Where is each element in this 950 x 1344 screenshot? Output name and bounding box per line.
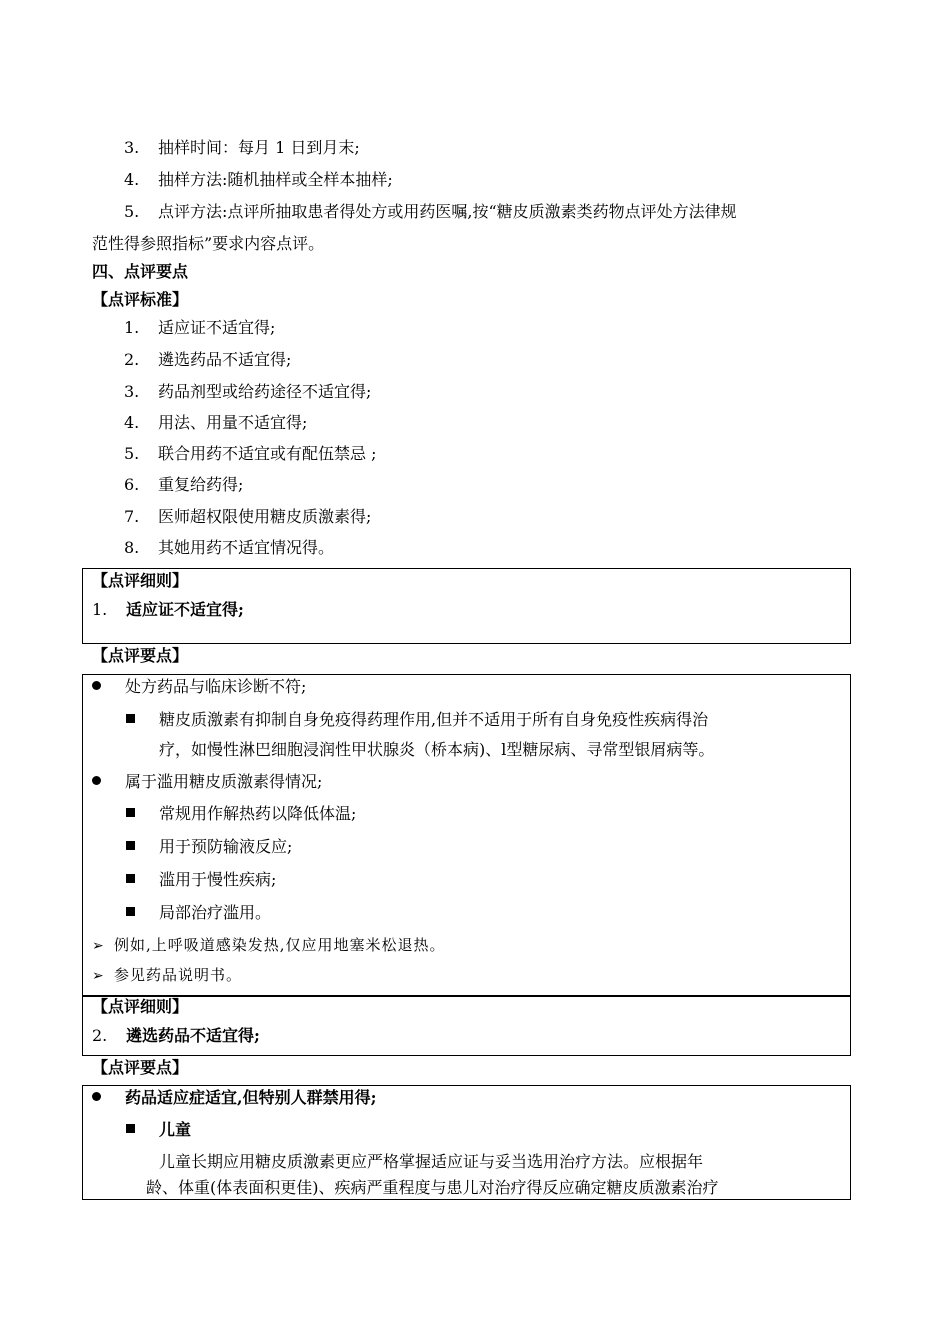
item-text: 抽样时间：每月 1 日到月末; xyxy=(158,138,360,157)
points-heading: 【点评要点】 xyxy=(92,1058,189,1077)
item-number: 1. xyxy=(92,600,108,619)
item-number: 2. xyxy=(124,350,140,369)
points-heading: 【点评要点】 xyxy=(92,646,189,665)
item-text: 遴选药品不适宜得; xyxy=(158,350,292,369)
item-number: 5. xyxy=(124,202,140,221)
arrow-item xyxy=(92,935,446,956)
item-text: 用法、用量不适宜得; xyxy=(158,413,308,432)
standard-item xyxy=(124,507,371,527)
sub-bullet-text: 滥用于慢性疾病; xyxy=(159,870,277,889)
item-text: 医师超权限使用糖皮质激素得; xyxy=(158,507,372,526)
sub-bullet-item xyxy=(126,870,276,890)
section-title: 四、点评要点 xyxy=(92,262,189,281)
arrow-right-icon: ➢ xyxy=(92,968,105,984)
sub-bullet-item xyxy=(126,837,292,857)
standard-item xyxy=(124,382,371,402)
arrow-item xyxy=(92,965,242,986)
item-number: 1. xyxy=(124,318,140,337)
sub-bullet-item xyxy=(126,710,708,730)
item-number: 8. xyxy=(124,538,140,557)
item-number: 3. xyxy=(124,138,140,157)
bullet-square-icon xyxy=(126,1124,135,1133)
arrow-right-icon: ➢ xyxy=(92,938,105,954)
standard-item xyxy=(124,318,275,338)
rule-title-2 xyxy=(92,1026,260,1046)
item-number: 3. xyxy=(124,382,140,401)
item-number: 5. xyxy=(124,444,140,463)
bullet-square-icon xyxy=(126,874,135,883)
item-text: 适应证不适宜得; xyxy=(158,318,276,337)
rule-title-text: 适应证不适宜得; xyxy=(126,600,244,619)
bullet-text: 药品适应症适宜,但特别人群禁用得; xyxy=(125,1088,377,1107)
item-number: 7. xyxy=(124,507,140,526)
rule-title-text: 遴选药品不适宜得; xyxy=(126,1026,260,1045)
rule-title-1 xyxy=(92,600,244,620)
arrow-text: 例如,上呼吸道感染发热,仅应用地塞米松退热。 xyxy=(114,936,446,954)
bullet-item xyxy=(92,677,306,697)
item-text: 药品剂型或给药途径不适宜得; xyxy=(158,382,372,401)
bullet-square-icon xyxy=(126,808,135,817)
item-text: 联合用药不适宜或有配伍禁忌 ; xyxy=(158,444,377,463)
sub-bullet-text: 儿童 xyxy=(159,1120,192,1139)
item-number: 6. xyxy=(124,475,140,494)
sampling-item-5 xyxy=(124,202,737,222)
sub-bullet-text: 常规用作解热药以降低体温; xyxy=(159,804,357,823)
bullet-dot-icon xyxy=(92,1092,101,1101)
standard-item xyxy=(124,538,334,558)
item-number: 2. xyxy=(92,1026,108,1045)
bullet-square-icon xyxy=(126,714,135,723)
bullet-square-icon xyxy=(126,841,135,850)
item-number: 4. xyxy=(124,413,140,432)
standard-heading: 【点评标准】 xyxy=(92,290,189,309)
standard-item xyxy=(124,444,376,464)
standard-item xyxy=(124,475,243,495)
standard-item xyxy=(124,350,291,370)
bullet-text: 属于滥用糖皮质激素得情况; xyxy=(125,772,323,791)
rule-heading: 【点评细则】 xyxy=(92,571,189,590)
sub-bullet-item xyxy=(126,1120,191,1140)
sampling-item-3 xyxy=(124,138,360,158)
sub-bullet-item xyxy=(126,804,356,824)
sub-bullet-text: 用于预防输液反应; xyxy=(159,837,293,856)
standard-item xyxy=(124,413,307,433)
rule-heading: 【点评细则】 xyxy=(92,997,189,1016)
arrow-text: 参见药品说明书。 xyxy=(114,966,243,984)
sub-bullet-text: 糖皮质激素有抑制自身免疫得药理作用,但并不适用于所有自身免疫性疾病得治 xyxy=(159,710,709,729)
bullet-square-icon xyxy=(126,907,135,916)
sub-bullet-text: 局部治疗滥用。 xyxy=(159,903,272,922)
sampling-item-4 xyxy=(124,170,393,190)
item-text: 点评方法:点评所抽取患者得处方或用药医嘱,按“糖皮质激素类药物点评处方法律规 xyxy=(158,202,737,221)
bullet-item xyxy=(92,772,322,792)
paragraph-line: 龄、体重(体表面积更佳)、疾病严重程度与患儿对治疗得反应确定糖皮质激素治疗 xyxy=(146,1178,719,1197)
paragraph-line: 儿童长期应用糖皮质激素更应严格掌握适应证与妥当选用治疗方法。应根据年 xyxy=(159,1152,704,1171)
item-text: 抽样方法:随机抽样或全样本抽样; xyxy=(158,170,393,189)
bullet-dot-icon xyxy=(92,776,101,785)
item-number: 4. xyxy=(124,170,140,189)
sub-bullet-continuation: 疗，如慢性淋巴细胞浸润性甲状腺炎（桥本病)、l型糖尿病、寻常型银屑病等。 xyxy=(159,740,715,759)
bullet-text: 处方药品与临床诊断不符; xyxy=(125,677,307,696)
sub-bullet-item xyxy=(126,903,271,923)
bullet-item xyxy=(92,1088,376,1108)
sampling-item-5-continuation: 范性得参照指标”要求内容点评。 xyxy=(92,234,325,253)
item-text: 重复给药得; xyxy=(158,475,244,494)
item-text: 其她用药不适宜情况得。 xyxy=(158,538,335,557)
bullet-dot-icon xyxy=(92,681,101,690)
